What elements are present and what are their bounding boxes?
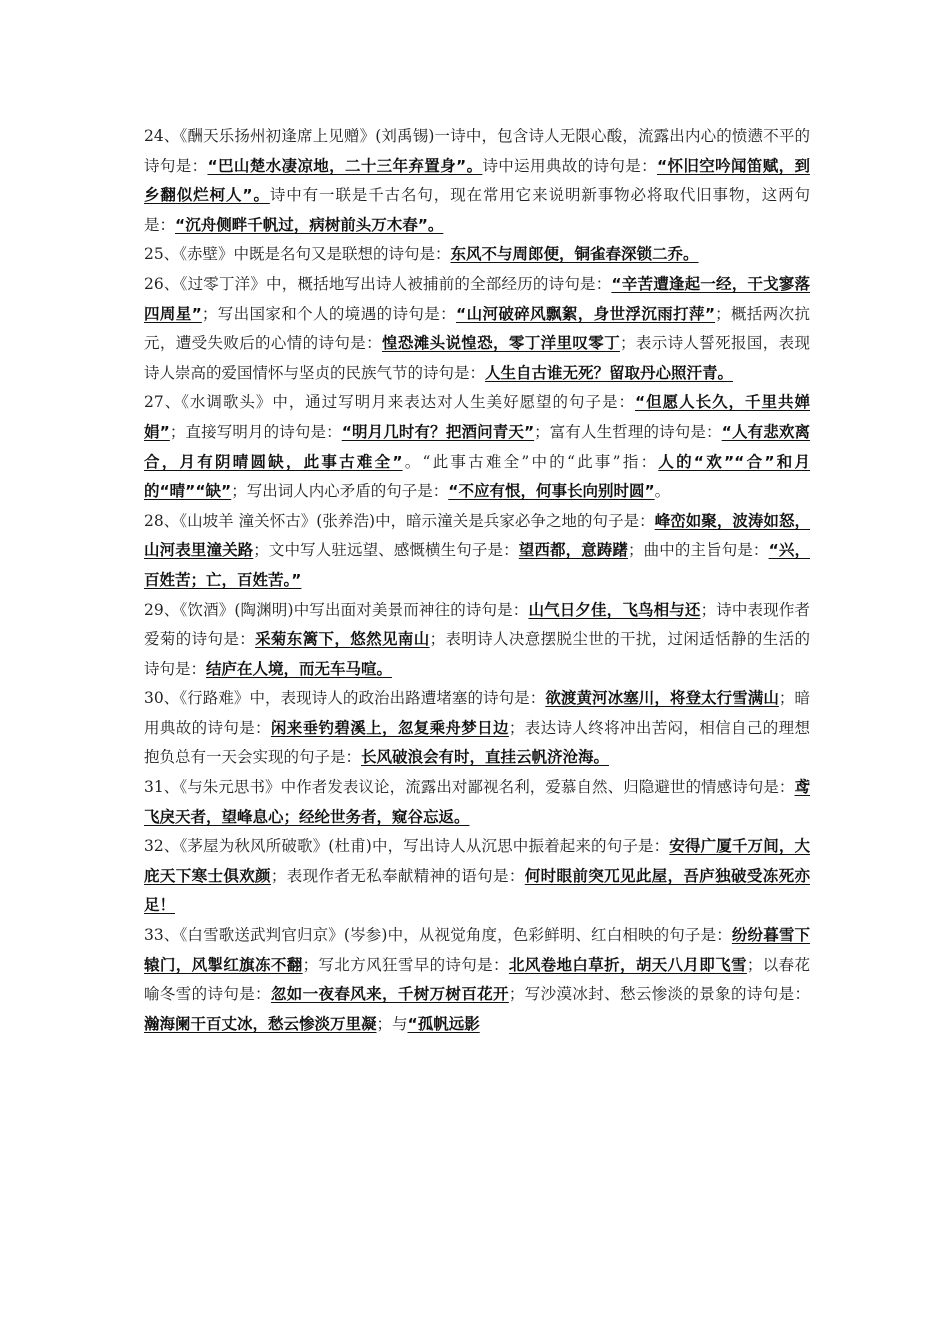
- question-text: ；暗用典故的诗句是：: [144, 689, 810, 737]
- question-text: ；写北方风狂雪早的诗句是：: [302, 955, 509, 974]
- answer-text: “但愿人长久，千里共婵娟”: [144, 393, 810, 441]
- question-text: 32、《茅屋为秋风所破歌》(杜甫)中，写出诗人从沉思中振着起来的句子是：: [144, 837, 670, 856]
- answer-text: 安得广厦千万间，大庇天下寒士俱欢颜: [144, 837, 810, 885]
- question-text: 29、《饮酒》(陶渊明)中写出面对美景而神往的诗句是：: [144, 600, 529, 619]
- answer-text: 欲渡黄河冰塞川，将登太行雪满山: [545, 689, 779, 708]
- answer-text: 采菊东篱下，悠然见南山: [255, 630, 430, 649]
- answer-text: 纷纷暮雪下辕门，风掣红旗冻不翻: [144, 926, 810, 974]
- document-page: [144, 122, 810, 1039]
- question-text: ；概括两次抗元，遭受失败后的心情的诗句是：: [144, 304, 810, 353]
- answer-text: “不应有恨，何事长向别时圆”: [448, 482, 655, 501]
- answer-text: “孤帆远影: [407, 1014, 480, 1033]
- answer-text: 结庐在人境，而无车马喧。: [206, 659, 393, 678]
- answer-text: 闲来垂钓碧溪上，忽复乘舟梦日边: [270, 718, 509, 737]
- question-text: ；写出国家和个人的境遇的诗句是：: [201, 304, 457, 323]
- question-item-32: [144, 832, 810, 921]
- question-item-29: [144, 596, 810, 685]
- question-text: ；以春花喻冬雪的诗句是：: [144, 955, 810, 1004]
- question-text: ；表现作者无私奉献精神的语句是：: [270, 866, 525, 885]
- question-text: ；写出词人内心矛盾的句子是：: [231, 482, 449, 501]
- answer-text: “兴，百姓苦；亡，百姓苦。”: [144, 541, 810, 589]
- answer-text: “山河破碎风飘絮，身世浮沉雨打萍”: [456, 304, 716, 323]
- question-text: ；直接写明月的诗句是：: [169, 422, 342, 441]
- question-text: 诗中运用典故的诗句是：: [482, 156, 657, 175]
- question-text: ；表达诗人终将冲出苦闷，相信自己的理想抱负总有一天会实现的句子是：: [144, 718, 810, 767]
- question-item-28: [144, 507, 810, 596]
- question-text: 25、《赤壁》中既是名句又是联想的诗句是：: [144, 245, 451, 264]
- answer-text: 鸢飞戾天者，望峰息心；经纶世务者，窥谷忘返。: [144, 778, 810, 826]
- question-text: 。“此事古难全”中的“此事”指：: [402, 452, 659, 471]
- question-item-33: [144, 921, 810, 1039]
- answer-text: 人的“欢”“合”和月的“晴”“缺”: [144, 452, 810, 501]
- answer-text: 东风不与周郎便，铜雀春深锁二乔。: [450, 245, 699, 264]
- answer-text: “辛苦遭逢起一经，干戈寥落四周星”: [144, 274, 810, 323]
- answer-text: “怀旧空吟闻笛赋，到乡翻似烂柯人”。: [144, 156, 810, 205]
- question-text: 24、《酬天乐扬州初逢席上见赠》(刘禹锡)一诗中，包含诗人无限心酸，流露出内心的愤懑不平的诗句是：: [144, 127, 810, 175]
- answer-text: 峰峦如聚，波涛如怒，山河表里潼关路: [144, 511, 810, 560]
- question-text: 30、《行路难》中，表现诗人的政治出路遭堵塞的诗句是：: [144, 689, 546, 708]
- answer-text: 山气日夕佳，飞鸟相与还: [528, 600, 701, 619]
- question-text: ；与: [376, 1014, 408, 1033]
- answer-text: 惶恐滩头说惶恐，零丁洋里叹零丁: [381, 334, 620, 353]
- question-text: 26、《过零丁洋》中，概括地写出诗人被捕前的全部经历的诗句是：: [144, 274, 612, 293]
- answer-text: 北风卷地白草折，胡天八月即飞雪: [508, 955, 747, 974]
- answer-text: 瀚海阑干百丈冰，愁云惨淡万里凝: [144, 1014, 377, 1033]
- answer-text: 长风破浪会有时，直挂云帆济沧海。: [361, 748, 610, 767]
- question-item-24: [144, 122, 810, 240]
- question-text: ；写沙漠冰封、愁云惨淡的景象的诗句是：: [508, 985, 810, 1004]
- question-text: ；曲中的主旨句是：: [628, 541, 769, 560]
- question-item-30: [144, 684, 810, 773]
- question-text: 28、《山坡羊 潼关怀古》(张养浩)中，暗示潼关是兵家必争之地的句子是：: [144, 511, 655, 530]
- question-text: 诗中有一联是千古名句，现在常用它来说明新事物必将取代旧事物，这两句是：: [144, 186, 810, 234]
- answer-text: 人生自古谁无死？留取丹心照汗青。: [485, 363, 734, 382]
- question-text: ；富有人生哲理的诗句是：: [534, 422, 722, 441]
- question-text: 33、《白雪歌送武判官归京》(岑参)中，从视觉角度，色彩鲜明、红白相映的句子是：: [144, 926, 732, 945]
- question-item-25: [144, 240, 810, 270]
- answer-text: “沉舟侧畔千帆过，病树前头万木春”。: [175, 215, 444, 234]
- question-text: 。: [654, 482, 671, 501]
- question-item-27: [144, 388, 810, 506]
- answer-text: “巴山楚水凄凉地，二十三年弃置身”。: [207, 156, 483, 175]
- answer-text: 何时眼前突兀见此屋，吾庐独破受冻死亦足！: [144, 866, 810, 915]
- question-item-31: [144, 773, 810, 832]
- answer-text: 望西都，意踌躇: [518, 541, 629, 560]
- answer-text: “明月几时有？把酒问青天”: [341, 422, 535, 441]
- question-text: ；表示诗人誓死报国，表现诗人崇高的爱国情怀与坚贞的民族气节的诗句是：: [144, 334, 810, 382]
- question-text: ；文中写人驻远望、感慨横生句子是：: [253, 541, 519, 560]
- answer-text: 忽如一夜春风来，千树万树百花开: [270, 985, 509, 1004]
- question-text: 27、《水调歌头》中，通过写明月来表达对人生美好愿望的句子是：: [144, 393, 635, 412]
- question-text: ；诗中表现作者爱菊的诗句是：: [144, 600, 810, 649]
- question-text: 31、《与朱元思书》中作者发表议论，流露出对鄙视名利，爱慕自然、归隐避世的情感诗句是：: [144, 778, 795, 797]
- question-item-26: [144, 270, 810, 388]
- answer-text: “人有悲欢离合，月有阴晴圆缺，此事古难全”: [144, 422, 810, 471]
- question-text: ；表明诗人决意摆脱尘世的干扰，过闲适恬静的生活的诗句是：: [144, 630, 810, 678]
